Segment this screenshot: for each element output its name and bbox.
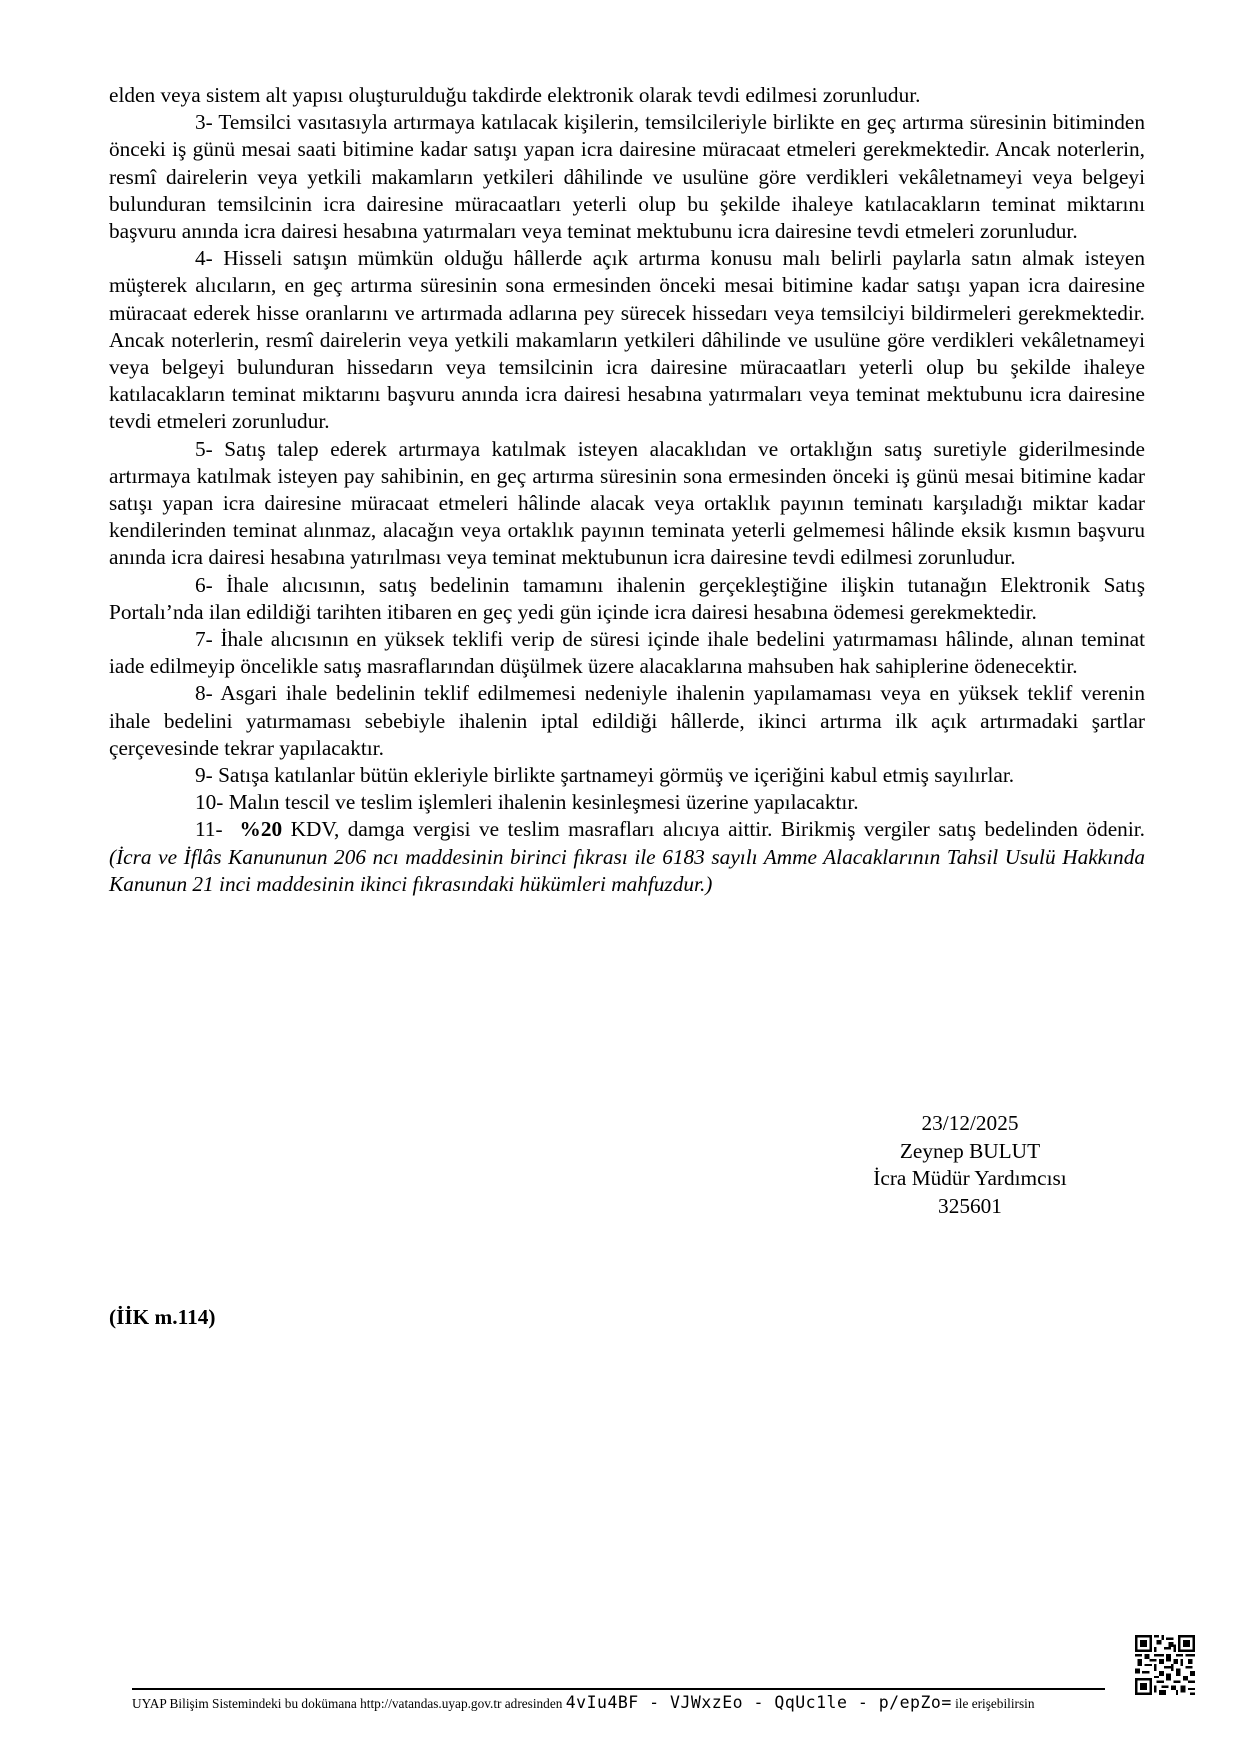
paragraph-item-5: 5- Satış talep ederek artırmaya katılmak isteyen alacaklıdan ve ortaklığın satış suretiyle giderilmesinde artırmaya katılmak isteyen pay sahibinin, en geç artırma süresinin sona ermesinden önceki iş günü mesai bitimine kadar satışı yapan icra dairesine müracaat etmeleri hâlinde alacak veya ortaklık payının teminatı karşıladığı miktar kadar kendilerinden teminat alınmaz, alacağın veya ortaklık payının teminata yeterli gelmemesi hâlinde eksik kısmın başvuru anında icra dairesi hesabına yatırılması veya teminat mektubunun icra dairesine tevdi edilmesi zorunludur. [109, 436, 1145, 570]
item-11-legal-note: (İcra ve İflâs Kanununun 206 ncı maddesinin birinci fıkrası ile 6183 sayılı Amme Alacaklarının Tahsil Usulü Hakkında Kanunun 21 inci maddesinin ikinci fıkrasındaki hükümleri mahfuzdur.) [109, 844, 1145, 896]
footer-prefix: UYAP Bilişim Sistemindeki bu dokümana http://vatandas.uyap.gov.tr adresinden [132, 1696, 566, 1711]
footer-verification [132, 1693, 1142, 1714]
signature-name: Zeynep BULUT [899, 1138, 1041, 1163]
paragraph-item-3: 3- Temsilci vasıtasıyla artırmaya katılacak kişilerin, temsilcileriyle birlikte en geç artırma süresinin bitiminden önceki iş günü mesai saati bitimine kadar satışı yapan icra dairesine müracaat etmeleri gerekmektedir. Ancak noterlerin, resmî dairelerin veya yetkili makamların yetkileri dâhilinde ve usulüne göre verdikleri vekâletnameyi veya belgeyi bulunduran temsilcinin icra dairesine müracaatları yeterli olup bu şekilde ihaleye katılacakların teminat miktarını başvuru anında icra dairesi hesabına yatırmaları veya teminat mektubunu icra dairesine tevdi etmeleri zorunludur. [109, 110, 1145, 244]
paragraph-item-9: 9- Satışa katılanlar bütün ekleriyle birlikte şartnameyi görmüş ve içeriğini kabul etmiş sayılırlar. [195, 763, 1015, 788]
footer-divider [132, 1688, 1105, 1690]
document-body [109, 82, 1145, 898]
paragraph-item-4: 4- Hisseli satışın mümkün olduğu hâllerde açık artırma konusu malı belirli paylarla satın almak isteyen müşterek alıcıların, en geç artırma süresinin sona ermesinden önceki mesai bitimine kadar satışı yapan icra dairesine müracaat ederek hisse oranlarını ve artırmada adlarına pey sürecek hissedarı veya temsilciyi bildirmeleri gerekmektedir. Ancak noterlerin, resmî dairelerin veya yetkili makamların yetkileri dâhilinde ve usulüne göre verdikleri vekâletnameyi veya belgeyi bulunduran hissedarın veya temsilcinin icra dairesine müracaatları yeterli olup bu şekilde ihaleye katılacakların teminat miktarını başvuru anında icra dairesi hesabına yatırmaları veya teminat mektubunu icra dairesine tevdi etmeleri zorunludur. [109, 246, 1145, 434]
verification-code: 4vIu4BF - VJWxzEo - QqUc1le - p/epZo= [565, 1693, 952, 1712]
footer-suffix: ile erişebilirsin [951, 1696, 1035, 1711]
paragraph-item-8: 8- Asgari ihale bedelinin teklif edilmemesi nedeniyle ihalenin yapılamaması veya en yüksek teklif verenin ihale bedelini yatırmaması sebebiyle ihalenin iptal edildiği hâllerde, ikinci artırma ilk açık artırmadaki şartlar çerçevesinde tekrar yapılacaktır. [109, 681, 1145, 760]
paragraph-item-7: 7- İhale alıcısının en yüksek teklifi verip de süresi içinde ihale bedelini yatırmaması hâlinde, alınan teminat iade edilmeyip öncelikle satış masraflarından düşülmek üzere alacaklarına mahsuben hak sahiplerine ödenecektir. [109, 627, 1145, 679]
signature-block [840, 1110, 1100, 1220]
item-11-text: KDV, damga vergisi ve teslim masrafları alıcıya aittir. Birikmiş vergiler satış bedelinden ödenir. [282, 817, 1145, 842]
signature-id: 325601 [938, 1193, 1002, 1218]
paragraph-item-10: 10- Malın tescil ve teslim işlemleri ihalenin kesinleşmesi üzerine yapılacaktır. [195, 790, 859, 815]
law-reference: (İİK m.114) [109, 1305, 216, 1329]
qr-code-icon [1135, 1635, 1195, 1695]
paragraph-item-11 [109, 816, 1145, 898]
item-11-prefix: 11- [195, 817, 232, 842]
paragraph-item-6: 6- İhale alıcısının, satış bedelinin tamamını ihalenin gerçekleştiğine ilişkin tutanağın Elektronik Satış Portalı’nda ilan edildiği tarihten itibaren en geç yedi gün içinde icra dairesi hesabına ödemesi gerekmektedir. [109, 572, 1145, 624]
signature-date: 23/12/2025 [921, 1111, 1019, 1135]
vat-rate: %20 [239, 817, 283, 842]
signature-title: İcra Müdür Yardımcısı [873, 1166, 1067, 1190]
paragraph-continuation: elden veya sistem alt yapısı oluşturulduğu takdirde elektronik olarak tevdi edilmesi zorunludur. [109, 83, 921, 107]
